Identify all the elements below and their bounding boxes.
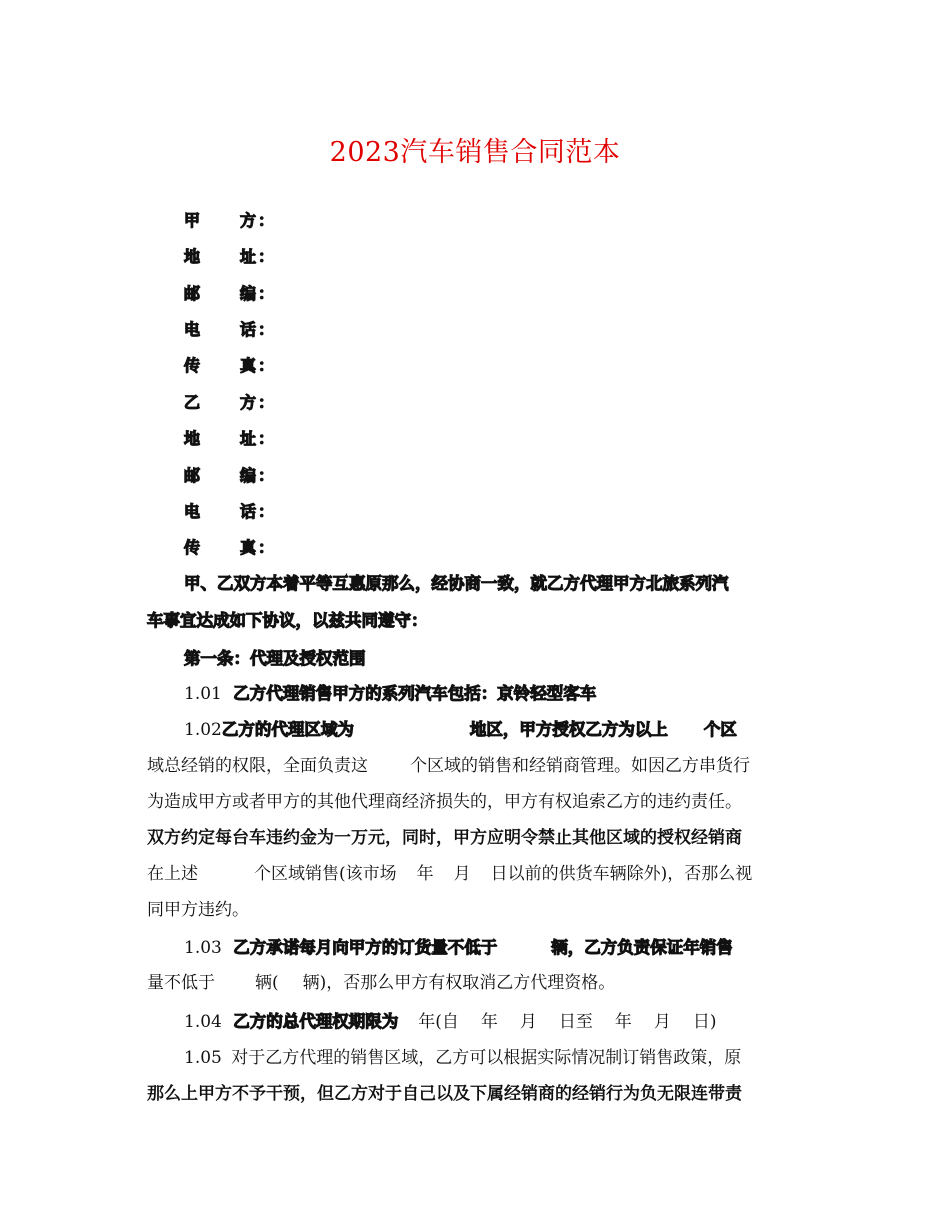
clause-text-a: 乙方的代理区域为 bbox=[221, 720, 354, 739]
clause-number: 1.02 bbox=[184, 720, 222, 740]
clause-1-05-line-1: 1.05 对于乙方代理的销售区域，乙方可以根据实际情况制订销售政策，原 bbox=[184, 1048, 742, 1068]
clause-1-05-line-2: 那么上甲方不予干预，但乙方对于自己以及下属经销商的经销行为负无限连带责 bbox=[147, 1084, 742, 1104]
clause-number: 1.03 bbox=[184, 938, 222, 958]
clause-1-02-line-3: 为造成甲方或者甲方的其他代理商经济损失的，甲方有权追索乙方的违约责任。 bbox=[147, 792, 742, 812]
intro-line-1: 甲、乙双方本着平等互惠原那么，经协商一致，就乙方代理甲方北旅系列汽 bbox=[184, 574, 729, 593]
document-title: 2023汽车销售合同范本 bbox=[329, 137, 621, 168]
clause-text-c: 个区 bbox=[703, 720, 737, 739]
clause-number: 1.04 bbox=[184, 1012, 222, 1032]
article-1-heading: 第一条：代理及授权范围 bbox=[184, 649, 366, 668]
clause-1-02-line-2 bbox=[147, 753, 750, 779]
clause-1-04: 1.04 乙方的总代理权期限为 年(自 年 月 日至 年 月 日) bbox=[184, 1012, 717, 1032]
intro-line-2: 车事宜达成如下协议，以兹共同遵守： bbox=[147, 611, 428, 630]
clause-number: 1.05 bbox=[184, 1048, 222, 1068]
clause-text: 乙方代理销售甲方的系列汽车包括：京铃轻型客车 bbox=[233, 684, 597, 703]
clause-1-01 bbox=[184, 681, 596, 707]
clause-1-03-line-1: 1.03 乙方承诺每月向甲方的订货量不低于 辆，乙方负责保证年销售 bbox=[184, 938, 733, 958]
clause-1-02-line-1 bbox=[184, 717, 737, 743]
clause-1-02-line-6: 同甲方违约。 bbox=[147, 900, 249, 920]
clause-number: 1.01 bbox=[184, 684, 222, 704]
clause-text-a: 域总经销的权限，全面负责这 bbox=[147, 756, 368, 776]
clause-1-03-line-2: 量不低于 辆( 辆)，否那么甲方有权取消乙方代理资格。 bbox=[147, 973, 616, 993]
clause-1-02-line-4: 双方约定每台车违约金为一万元，同时，甲方应明令禁止其他区域的授权经销商 bbox=[147, 828, 742, 848]
clause-1-02-line-5: 在上述 个区域销售(该市场 年 月 日以前的供货车辆除外)，否那么视 bbox=[147, 864, 753, 884]
clause-text-b: 地区，甲方授权乙方为以上 bbox=[469, 720, 668, 739]
clause-text-b: 个区域的销售和经销商管理。如因乙方串货行 bbox=[410, 756, 750, 776]
